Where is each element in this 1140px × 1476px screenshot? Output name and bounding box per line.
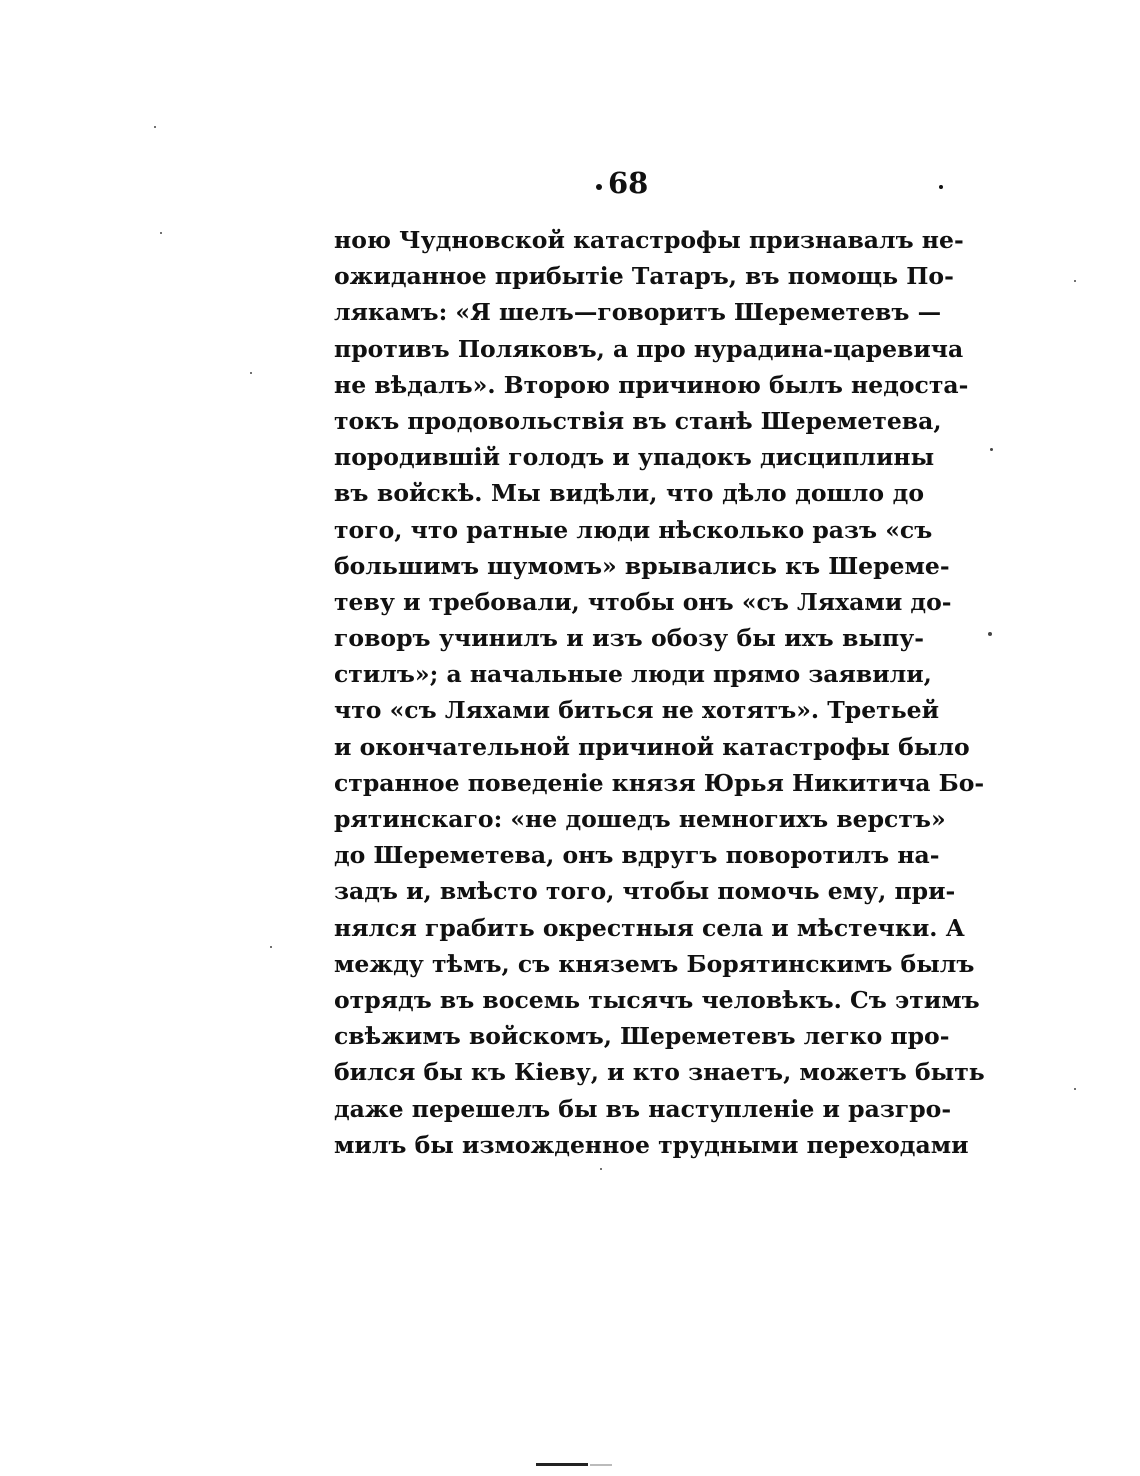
text-line: не вѣдалъ». Второю причиною былъ недоста- xyxy=(334,370,969,399)
scan-speck xyxy=(160,232,162,234)
text-line: рятинскаго: «не дошедъ немногихъ верстъ» xyxy=(334,805,946,833)
text-line: говоръ учинилъ и изъ обозу бы ихъ выпу- xyxy=(334,624,924,653)
text-line: бился бы къ Кіеву, и кто знаетъ, можетъ быть xyxy=(334,1058,985,1087)
text-line: ожиданное прибытіе Татаръ, въ помощь По- xyxy=(334,262,954,291)
page-number-dot-left xyxy=(596,184,602,190)
text-line: между тѣмъ, съ княземъ Борятинскимъ былъ xyxy=(334,949,975,978)
footer-rule-faint xyxy=(590,1464,612,1466)
text-line: милъ бы изможденное трудными переходами xyxy=(334,1130,969,1159)
text-line: и окончательной причиной катастрофы было xyxy=(334,732,970,761)
text-line: ною Чудновской катастрофы признавалъ не- xyxy=(334,226,964,254)
text-line: противъ Поляковъ, а про нурадина-царевича xyxy=(334,334,964,363)
text-line: теву и требовали, чтобы онъ «съ Ляхами до- xyxy=(334,587,952,616)
text-line: лякамъ: «Я шелъ—говоритъ Шереметевъ — xyxy=(334,298,942,327)
page-number: 68 xyxy=(608,166,649,200)
text-line: того, что ратные люди нѣсколько разъ «съ xyxy=(334,515,933,544)
scan-speck xyxy=(270,946,272,948)
scan-speck xyxy=(1074,1088,1076,1090)
page-number-dot-right xyxy=(939,185,943,189)
scan-speck xyxy=(1074,280,1076,282)
footer-rule xyxy=(536,1463,588,1466)
scan-speck xyxy=(990,448,993,451)
text-line: токъ продовольствія въ станѣ Шереметева, xyxy=(334,406,942,435)
text-line: большимъ шумомъ» врывались къ Шереме- xyxy=(334,551,950,580)
scan-speck xyxy=(988,632,992,636)
scan-speck xyxy=(154,126,156,128)
text-line: въ войскѣ. Мы видѣли, что дѣло дошло до xyxy=(334,479,924,508)
text-line: до Шереметева, онъ вдругъ поворотилъ на- xyxy=(334,841,940,870)
text-line: даже перешелъ бы въ наступленіе и разгро- xyxy=(334,1094,952,1123)
body-text xyxy=(334,222,985,1163)
text-line: странное поведеніе князя Юрья Никитича Бо- xyxy=(334,768,985,797)
text-line: нялся грабить окрестныя села и мѣстечки. А xyxy=(334,913,965,942)
text-line: что «съ Ляхами биться не хотятъ». Третьей xyxy=(334,696,940,725)
text-line: стилъ»; а начальные люди прямо заявили, xyxy=(334,660,932,689)
scan-speck xyxy=(250,372,252,374)
text-line: задъ и, вмѣсто того, чтобы помочь ему, при- xyxy=(334,877,956,906)
text-line: свѣжимъ войскомъ, Шереметевъ легко про- xyxy=(334,1022,950,1051)
text-line: отрядъ въ восемь тысячъ человѣкъ. Съ этимъ xyxy=(334,985,980,1014)
text-line: породившій голодъ и упадокъ дисциплины xyxy=(334,443,935,472)
scan-speck xyxy=(600,1168,602,1170)
